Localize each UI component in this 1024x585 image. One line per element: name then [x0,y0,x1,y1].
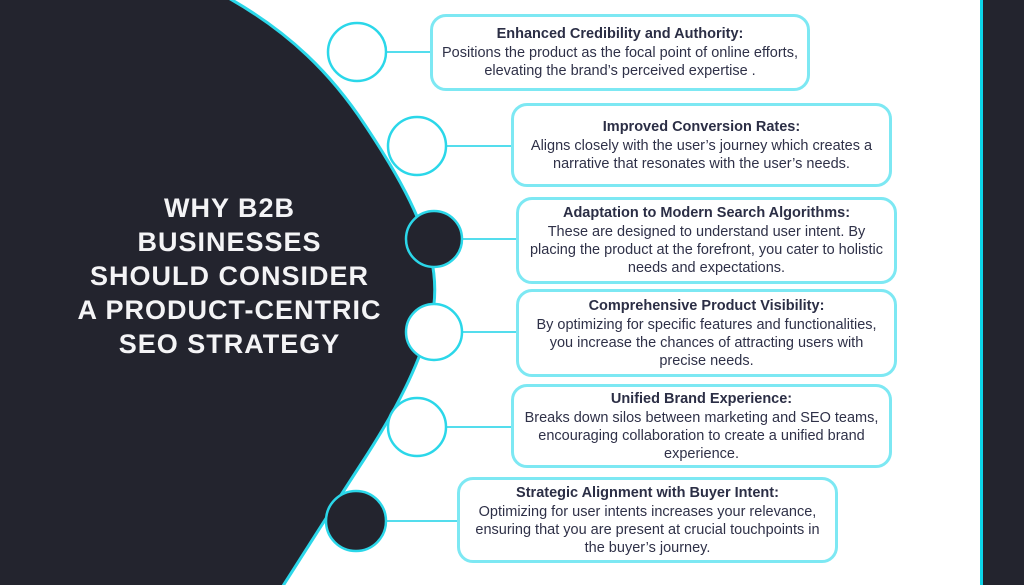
benefit-card-title: Comprehensive Product Visibility: [588,297,825,314]
benefit-card-title: Strategic Alignment with Buyer Intent: [516,484,779,501]
benefit-card-body: Aligns closely with the user’s journey which creates a narrative that resonates with the user’s needs. [530,137,873,172]
benefit-card-title: Unified Brand Experience: [610,390,793,407]
benefit-card-title: Enhanced Credibility and Authority: [496,26,744,42]
page-title [22,191,437,361]
benefit-card-product-visibility [516,289,897,377]
benefit-card-credibility [430,14,810,91]
benefit-card-brand-experience [511,384,892,468]
page-title-line: WHY B2B [163,193,296,223]
page-title-line: SHOULD CONSIDER [89,261,369,291]
benefit-card-buyer-intent [457,477,838,563]
benefit-card-body: Breaks down silos between marketing and SEO teams, encouraging collaboration to create a unified brand experience. [524,409,879,462]
benefit-card-body: These are designed to understand user intent. By placing the product at the forefront, you cater to holistic needs and expectations. [529,224,884,276]
node-circle-5 [388,398,446,456]
benefit-card-body: Positions the product as the focal point of online efforts, elevating the brand’s perceived expertise . [441,45,798,79]
benefit-card-title: Adaptation to Modern Search Algorithms: [562,205,851,221]
node-circle-6 [326,491,386,551]
page-title-line: SEO STRATEGY [118,329,341,359]
benefit-card-conversion-rates [511,103,892,187]
node-circle-2 [388,117,446,175]
page-title-line: A PRODUCT-CENTRIC [77,295,382,325]
page-title-line: BUSINESSES [137,227,322,257]
benefit-card-body: Optimizing for user intents increases your relevance, ensuring that you are present at crucial touchpoints in the buyer’s journey. [475,503,820,556]
benefit-card-title: Improved Conversion Rates: [602,118,801,135]
benefit-card-body: By optimizing for specific features and functionalities, you increase the chances of attracting users with precise needs. [536,316,877,369]
benefit-card-search-algorithms [516,197,897,284]
right-accent-strip [980,0,1024,585]
node-circle-1 [328,23,386,81]
